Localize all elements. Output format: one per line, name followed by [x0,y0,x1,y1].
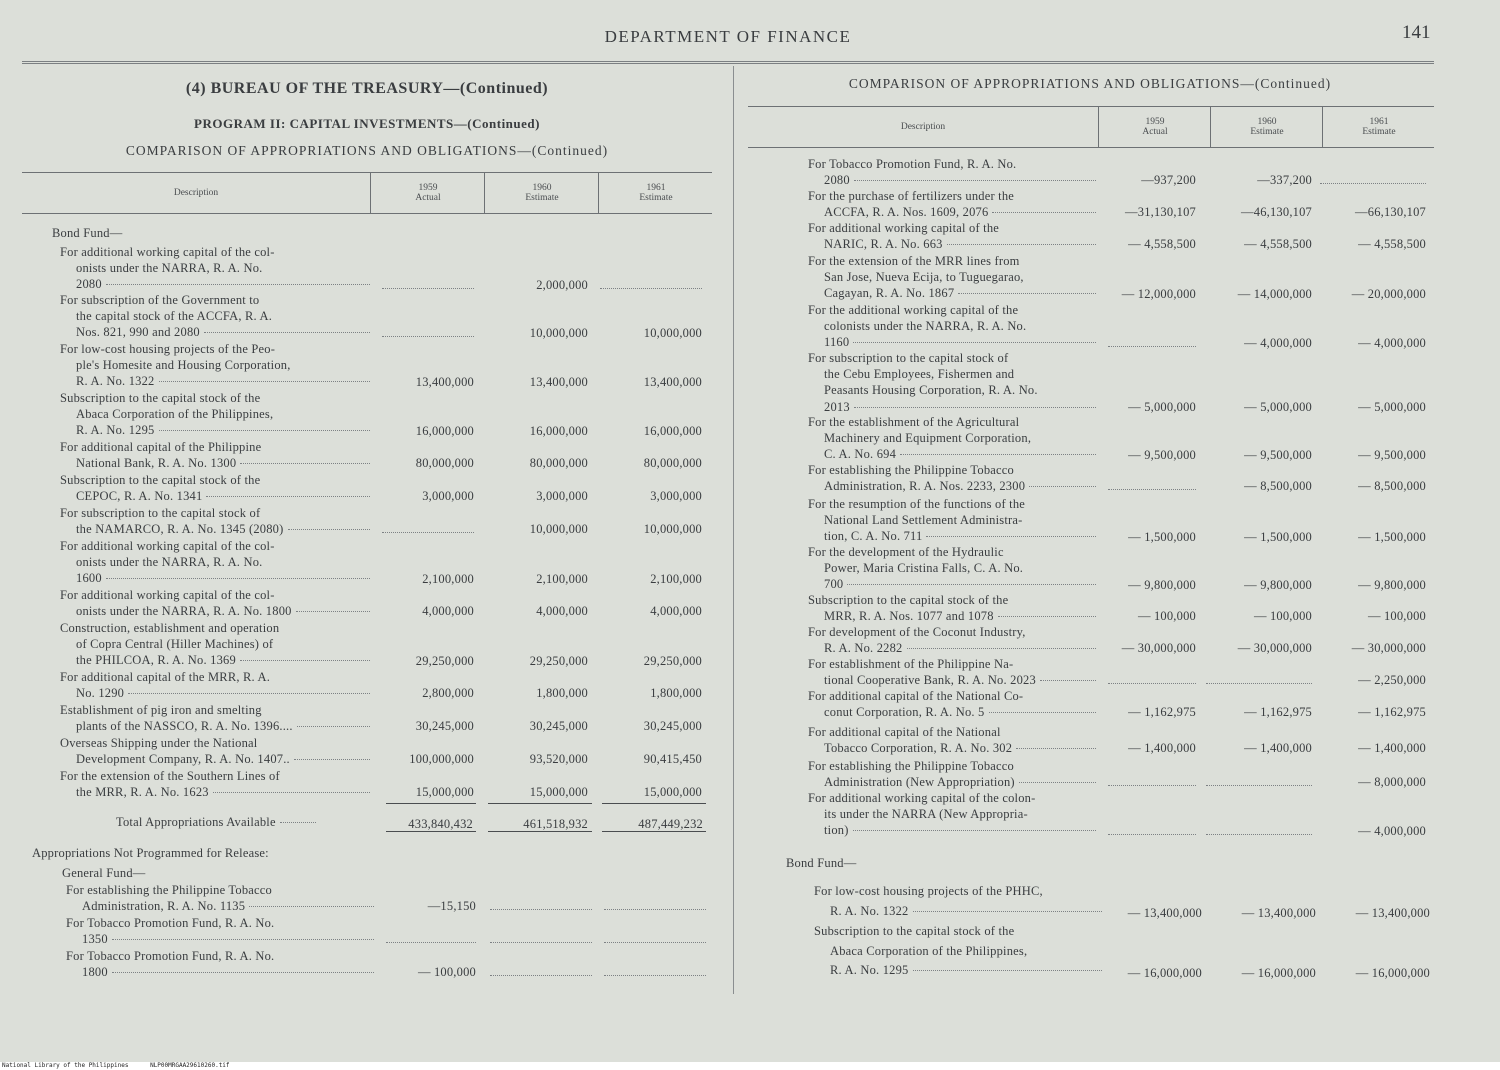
description-line: For additional capital of the National Co- [808,689,1024,703]
leader-dots [913,911,1102,912]
description-line: Development Company, R. A. No. 1407.. [60,751,370,767]
table-row [0,220,1500,252]
description-line: For the purchase of fertilizers under the [808,189,1015,203]
leader-dots [926,536,1096,537]
table-row [0,724,1500,756]
description-line: For additional capital of the Philippine [60,440,262,454]
col-1960: 1960 Estimate [484,173,599,213]
row-description [808,156,1096,188]
col-description: Description [900,122,946,132]
right-row-value-1: —46,130,107 [1241,205,1312,220]
col-1959: 1959 Actual [1098,107,1211,147]
empty-cell-dots [1108,346,1196,347]
leader-dots [947,244,1096,245]
description-line: San Jose, Nueva Ecija, to Tuguegarao, [824,270,1024,285]
empty-cell-dots [1108,834,1196,835]
description-line: Construction, establishment and operation [60,621,280,635]
table-row [0,688,1500,720]
description-line: For subscription to the capital stock of [60,506,261,520]
row-description [808,592,1096,624]
scan-footer [0,1062,1500,1070]
row-description [814,882,1102,921]
leader-dots [989,712,1096,713]
description-line: For establishing the Philippine Tobacco [808,463,1014,477]
right-row-value-0: — 30,000,000 [1121,641,1196,656]
left-row-value-2: 2,100,000 [650,571,702,586]
left-row2-value-0: — 100,000 [417,965,476,980]
left-row-value-2: 16,000,000 [643,423,702,438]
description-line: No. 1290 [60,685,370,701]
left-row-value-2: 1,800,000 [650,686,702,701]
right-row-value-2: — 8,000,000 [1358,775,1426,790]
left-row-value-0: 15,000,000 [415,785,474,800]
left-row-value-0: 4,000,000 [422,604,474,619]
col-1961: 1961 Estimate [1322,107,1435,147]
row-description [808,656,1096,688]
right-row-value-0: — 1,400,000 [1128,741,1196,756]
left-row-value-0: 13,400,000 [415,374,474,389]
right-row-value-0: — 4,558,500 [1128,237,1196,252]
row-description [814,922,1102,981]
description-line: Tobacco Corporation, R. A. No. 302 [808,740,1096,756]
leader-dots [854,180,1096,181]
total-label: Total Appropriations Available [116,814,316,830]
right-row-value-1: — 100,000 [1253,609,1312,624]
empty-cell-dots [1206,683,1312,684]
description-line: For the additional working capital of the [808,303,1019,317]
left-row-value-1: 2,100,000 [536,571,588,586]
left-row-value-1: 13,400,000 [529,374,588,389]
description-line: tion) [808,822,1096,838]
description-line: onists under the NARRA, R. A. No. 1800 [60,603,370,619]
row-description [808,496,1096,545]
right-row-value-0: — 9,800,000 [1128,577,1196,592]
description-line: Subscription to the capital stock of the [60,391,261,405]
description-line: For additional capital of the National [808,725,1001,739]
description-line: the Cebu Employees, Fishermen and [824,367,1015,382]
right-row-value-1: — 9,500,000 [1244,447,1312,462]
description-line: For Tobacco Promotion Fund, R. A. No. [66,916,275,930]
left-row-value-1: 2,000,000 [536,277,588,292]
right-row-value-2: — 20,000,000 [1351,286,1426,301]
description-line: 700 [808,576,1096,592]
left-row-value-1: 15,000,000 [529,785,588,800]
table-row [0,882,1500,921]
left-row-value-1: 80,000,000 [529,456,588,471]
right-row-value-2: — 100,000 [1367,609,1426,624]
leader-dots [998,616,1096,617]
description-line: For additional working capital of the colon- [808,791,1036,805]
row-description [808,790,1096,839]
row-description [808,724,1096,756]
right-row-value-1: — 4,558,500 [1244,237,1312,252]
left-row-value-1: 3,000,000 [536,489,588,504]
leader-dots [900,454,1096,455]
description-line: Subscription to the capital stock of the [808,593,1009,607]
empty-cell-dots [1320,183,1426,184]
description-line: For Tobacco Promotion Fund, R. A. No. [66,949,275,963]
description-line: onists under the NARRA, R. A. No. [76,261,263,276]
description-line: For establishment of the Philippine Na- [808,657,1014,671]
right-row-value-2: — 4,000,000 [1358,823,1426,838]
empty-cell-dots [1206,834,1312,835]
row-description [808,462,1096,494]
description-line: plants of the NASSCO, R. A. No. 1396.... [60,718,370,734]
description-line: 2080 [808,172,1096,188]
right-row-value-1: —337,200 [1257,173,1312,188]
row-description [808,414,1096,463]
table-row [0,790,1500,839]
table-row [0,758,1500,790]
description-line: the PHILCOA, R. A. No. 1369 [60,652,370,668]
program-title: PROGRAM II: CAPITAL INVESTMENTS—(Continued) [194,116,540,131]
row-description [808,350,1096,415]
description-line: tional Cooperative Bank, R. A. No. 2023 [808,672,1096,688]
section-general-fund: General Fund— [62,866,146,880]
right-row-value-1: — 9,800,000 [1244,577,1312,592]
description-line: 1350 [66,931,374,947]
left-row-value-1: 29,250,000 [529,653,588,668]
description-line: R. A. No. 1322 [814,902,1102,922]
description-line: Abaca Corporation of the Philippines, [830,943,1028,958]
row-description [808,758,1096,790]
left-row-value-2: 30,245,000 [643,719,702,734]
left-row-value-1: 10,000,000 [529,522,588,537]
page-number: 141 [1402,22,1431,43]
leader-dots [1016,748,1096,749]
table-row [0,302,1500,351]
description-line: the NAMARCO, R. A. No. 1345 (2080) [60,521,370,537]
left-row-value-2: 10,000,000 [643,325,702,340]
description-line: R. A. No. 1295 [60,422,370,438]
right-row-value-0: — 100,000 [1137,609,1196,624]
right-row-value-2: — 8,500,000 [1358,479,1426,494]
right-row-value-0: — 1,500,000 [1128,529,1196,544]
page-header-title: DEPARTMENT OF FINANCE [604,27,852,46]
description-line: For additional working capital of the [808,221,1000,235]
leader-dots [992,212,1096,213]
table-header-right [748,106,1434,148]
right-row-value-2: — 4,000,000 [1358,335,1426,350]
description-line: 1800 [66,964,374,980]
description-line: Power, Maria Cristina Falls, C. A. No. [824,561,1024,576]
right-row-value-1: — 8,500,000 [1244,479,1312,494]
right-row-value-2: — 2,250,000 [1358,673,1426,688]
row-description [808,544,1096,593]
leader-dots [958,293,1096,294]
row-description [808,188,1096,220]
right-row-value-2: — 1,400,000 [1358,741,1426,756]
right-row-value-1: — 5,000,000 [1244,399,1312,414]
row-description [808,220,1096,252]
right-row-value-1: — 30,000,000 [1237,641,1312,656]
right-row-value-2: — 1,162,975 [1358,705,1426,720]
description-line: Cagayan, R. A. No. 1867 [808,285,1096,301]
leader-dots [907,648,1096,649]
section-bond-fund-left: Bond Fund— [52,226,123,240]
col-1961: 1961 Estimate [598,173,713,213]
empty-cell-dots [1206,785,1312,786]
empty-cell-dots [1108,785,1196,786]
leader-dots [853,830,1096,831]
right-row-value-0: — 12,000,000 [1121,286,1196,301]
right-row-value-1: — 1,500,000 [1244,529,1312,544]
description-line: C. A. No. 694 [808,446,1096,462]
comparison-title-left: COMPARISON OF APPROPRIATIONS AND OBLIGATIONS—(Continued) [125,143,609,158]
description-line: of Copra Central (Hiller Machines) of [76,637,274,652]
description-line: Abaca Corporation of the Philippines, [76,407,274,422]
description-line: Subscription to the capital stock of the [814,924,1015,938]
footer-file: NLP00MRGAA29610260.tif [150,1062,230,1069]
table-row [0,156,1500,188]
left-row-value-1: 4,000,000 [536,604,588,619]
bureau-title: (4) BUREAU OF THE TREASURY—(Continued) [185,80,549,97]
description-line: the capital stock of the ACCFA, R. A. [76,309,273,324]
description-line: For development of the Coconut Industry, [808,625,1026,639]
left-row-value-1: 93,520,000 [529,752,588,767]
description-line: For the extension of the MRR lines from [808,254,1020,268]
total-1959: 433,840,432 [408,817,473,831]
leader-dots [853,342,1096,343]
description-line: National Land Settlement Administra- [824,513,1023,528]
left-row-value-1: 16,000,000 [529,423,588,438]
right-row-value-0: —937,200 [1141,173,1196,188]
section-not-programmed: Appropriations Not Programmed for Release: [32,846,269,860]
description-line: MRR, R. A. Nos. 1077 and 1078 [808,608,1096,624]
row-description [808,302,1096,351]
left-row-value-2: 13,400,000 [643,374,702,389]
right-row-value-1: — 14,000,000 [1237,286,1312,301]
description-line: CEPOC, R. A. No. 1341 [60,488,370,504]
description-line: For establishing the Philippine Tobacco [66,883,272,897]
table-row [0,462,1500,494]
table-row [0,592,1500,624]
header-rule [22,61,1434,64]
right-row2-value-1: — 13,400,000 [1241,906,1316,920]
row-description [808,688,1096,720]
left-row-value-1: 30,245,000 [529,719,588,734]
description-line: For the resumption of the functions of the [808,497,1026,511]
table-row [0,253,1500,302]
description-line: ple's Homesite and Housing Corporation, [76,358,291,373]
right-row-value-1: — 4,000,000 [1244,335,1312,350]
description-line: National Bank, R. A. No. 1300 [60,455,370,471]
left-row-value-0: 100,000,000 [409,752,474,767]
description-line: conut Corporation, R. A. No. 5 [808,704,1096,720]
description-line: 1160 [808,334,1096,350]
right-row-value-1: — 1,162,975 [1244,705,1312,720]
footer-library: National Library of the Philippines [2,1062,129,1069]
table-row [0,624,1500,656]
description-line: NARIC, R. A. No. 663 [808,236,1096,252]
col-1959: 1959 Actual [370,173,485,213]
right-row-value-2: —66,130,107 [1355,205,1426,220]
left-row-value-2: 90,415,450 [643,752,702,767]
left-row-value-1: 1,800,000 [536,686,588,701]
left-row-value-0: 3,000,000 [422,489,474,504]
left-row-value-2: 10,000,000 [643,522,702,537]
table-row [0,414,1500,463]
left-row-value-2: 15,000,000 [643,785,702,800]
left-row-value-2: 3,000,000 [650,489,702,504]
right-row2-value-0: — 16,000,000 [1127,965,1202,980]
description-line: ACCFA, R. A. Nos. 1609, 2076 [808,204,1096,220]
description-line: R. A. No. 2282 [808,640,1096,656]
description-line: 1600 [60,570,370,586]
right-row-value-2: — 5,000,000 [1358,399,1426,414]
left-row-value-0: 2,100,000 [422,571,474,586]
description-line: For Tobacco Promotion Fund, R. A. No. [808,157,1017,171]
left-row-value-2: 4,000,000 [650,604,702,619]
description-line: Machinery and Equipment Corporation, [824,431,1032,446]
description-line: Establishment of pig iron and smelting [60,703,262,717]
right-row-value-0: —31,130,107 [1125,205,1196,220]
description-line: For the development of the Hydraulic [808,545,1004,559]
total-1960: 461,518,932 [523,817,588,831]
leader-dots [1040,680,1096,681]
description-line: its under the NARRA (New Appropria- [824,807,1028,822]
row-description [808,253,1096,302]
description-line: Administration, R. A. Nos. 2233, 2300 [808,478,1096,494]
description-line: For subscription of the Government to [60,293,260,307]
table-row [0,350,1500,415]
left-row-value-0: 29,250,000 [415,653,474,668]
leader-dots [847,584,1096,585]
left-row-value-1: 10,000,000 [529,325,588,340]
description-line: Subscription to the capital stock of the [60,473,261,487]
right-row2-value-2: — 13,400,000 [1355,906,1430,920]
description-line: 2080 [60,276,370,292]
comparison-title-right: COMPARISON OF APPROPRIATIONS AND OBLIGATIONS—(Continued) [848,76,1332,91]
description-line: Nos. 821, 990 and 2080 [60,324,370,340]
right-row2-value-0: — 13,400,000 [1127,906,1202,920]
description-line: R. A. No. 1322 [60,373,370,389]
table-row [0,496,1500,545]
right-row-value-0: — 5,000,000 [1128,399,1196,414]
right-row2-value-2: — 16,000,000 [1355,965,1430,980]
description-line: For the establishment of the Agricultural [808,415,1020,429]
left-row-value-2: 29,250,000 [643,653,702,668]
description-line: 2013 [808,399,1096,415]
col-description: Description [173,188,219,198]
description-line: For additional working capital of the col- [60,245,275,259]
empty-cell-dots [1108,683,1196,684]
right-row-value-0: — 1,162,975 [1128,705,1196,720]
description-line: R. A. No. 1295 [814,961,1102,981]
leader-dots [1029,486,1096,487]
description-line: Peasants Housing Corporation, R. A. No. [824,383,1038,398]
description-line: For the extension of the Southern Lines of [60,769,280,783]
description-line: colonists under the NARRA, R. A. No. [824,319,1027,334]
empty-cell-dots [1108,489,1196,490]
right-row-value-2: — 30,000,000 [1351,641,1426,656]
description-line: For establishing the Philippine Tobacco [808,759,1014,773]
table-row [0,188,1500,220]
description-line: For subscription to the capital stock of [808,351,1009,365]
description-line: the MRR, R. A. No. 1623 [60,784,370,800]
right-row-value-2: — 4,558,500 [1358,237,1426,252]
right-row-value-2: — 9,800,000 [1358,577,1426,592]
table-row [0,922,1500,981]
right-row-value-1: — 1,400,000 [1244,741,1312,756]
left-row-value-0: 80,000,000 [415,456,474,471]
leader-dots [913,970,1102,971]
section-bond-fund-right: Bond Fund— [786,856,857,870]
description-line: tion, C. A. No. 711 [808,528,1096,544]
description-line: Administration (New Appropriation) [808,774,1096,790]
description-line: onists under the NARRA, R. A. No. [76,555,263,570]
description-line: For additional capital of the MRR, R. A. [60,670,271,684]
left-row-value-0: 30,245,000 [415,719,474,734]
total-1961: 487,449,232 [638,817,703,831]
table-row [0,656,1500,688]
left-row-value-2: 80,000,000 [643,456,702,471]
right-row-value-2: — 9,500,000 [1358,447,1426,462]
right-row2-value-1: — 16,000,000 [1241,965,1316,980]
description-line: For additional working capital of the col- [60,588,275,602]
left-row-value-0: 16,000,000 [415,423,474,438]
description-line: Overseas Shipping under the National [60,736,258,750]
leader-dots [854,407,1096,408]
col-1960: 1960 Estimate [1210,107,1323,147]
right-row-value-0: — 9,500,000 [1128,447,1196,462]
description-line: For low-cost housing projects of the PHHC, [814,884,1043,898]
left-row2-value-0: —15,150 [427,899,476,914]
description-line: For additional working capital of the col- [60,539,275,553]
left-row-value-0: 2,800,000 [422,686,474,701]
right-row-value-2: — 1,500,000 [1358,529,1426,544]
table-row [0,544,1500,593]
description-line: Administration, R. A. No. 1135 [66,898,374,914]
leader-dots [1019,782,1096,783]
row-description [808,624,1096,656]
description-line: For low-cost housing projects of the Peo- [60,342,276,356]
